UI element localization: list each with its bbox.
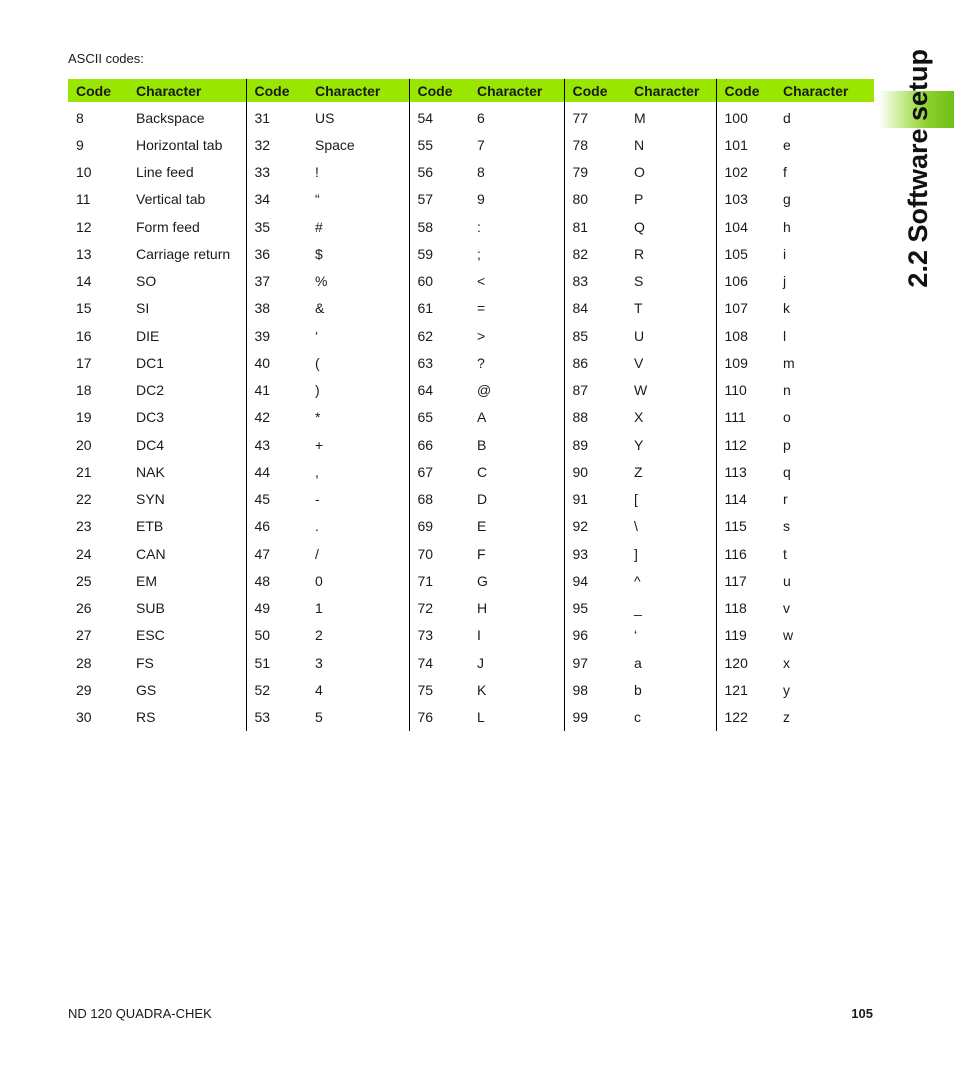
- code-cell: 22: [76, 491, 92, 508]
- table-row: [68, 486, 874, 513]
- code-cell: 93: [564, 540, 626, 567]
- footer-title: ND 120 QUADRA-CHEK: [68, 1006, 212, 1021]
- code-cell: 89: [564, 431, 626, 458]
- table-header-row: [68, 79, 874, 102]
- code-cell: 28: [76, 654, 92, 671]
- code-cell: 119: [716, 622, 775, 649]
- character-cell: U: [634, 327, 645, 344]
- character-cell: 5: [315, 709, 323, 726]
- character-cell: z: [783, 709, 790, 726]
- table-row: [68, 676, 874, 703]
- code-cell: 118: [716, 595, 775, 622]
- code-cell: 78: [564, 131, 626, 158]
- table-row: [68, 159, 874, 186]
- header-code: Code: [409, 79, 469, 102]
- code-cell: 58: [409, 213, 469, 240]
- character-cell: DC1: [136, 354, 165, 371]
- header-character: Character: [775, 79, 874, 102]
- character-cell: M: [634, 109, 646, 126]
- character-cell: p: [783, 436, 791, 453]
- character-cell: ‘: [634, 627, 638, 644]
- code-cell: 42: [246, 404, 307, 431]
- table-row: [68, 540, 874, 567]
- table-row: [68, 186, 874, 213]
- character-cell: ^: [634, 572, 641, 589]
- code-cell: 120: [716, 649, 775, 676]
- character-cell: >: [477, 327, 486, 344]
- code-cell: 80: [564, 186, 626, 213]
- table-row: [68, 404, 874, 431]
- character-cell: GS: [136, 681, 157, 698]
- code-cell: 76: [409, 704, 469, 731]
- character-cell: +: [315, 436, 324, 453]
- table-row: [68, 377, 874, 404]
- character-cell: %: [315, 273, 328, 290]
- section-title-text: 2.2 Software setup: [902, 48, 933, 288]
- code-cell: 77: [564, 102, 626, 131]
- header-code: Code: [68, 79, 128, 102]
- code-cell: 115: [716, 513, 775, 540]
- character-cell: n: [783, 382, 791, 399]
- character-cell: q: [783, 463, 791, 480]
- code-cell: 48: [246, 567, 307, 594]
- code-cell: 33: [246, 159, 307, 186]
- character-cell: RS: [136, 709, 156, 726]
- table-row: [68, 567, 874, 594]
- character-cell: Form feed: [136, 218, 200, 235]
- code-cell: 79: [564, 159, 626, 186]
- character-cell: (: [315, 354, 320, 371]
- code-cell: 41: [246, 377, 307, 404]
- table-row: [68, 649, 874, 676]
- character-cell: f: [783, 164, 787, 181]
- code-cell: 98: [564, 676, 626, 703]
- character-cell: h: [783, 218, 791, 235]
- code-cell: 12: [76, 218, 92, 235]
- table-row: [68, 431, 874, 458]
- table-row: [68, 295, 874, 322]
- character-cell: :: [477, 218, 481, 235]
- code-cell: 31: [246, 102, 307, 131]
- code-cell: 62: [409, 322, 469, 349]
- code-cell: 50: [246, 622, 307, 649]
- character-cell: d: [783, 109, 791, 126]
- character-cell: SUB: [136, 600, 165, 617]
- code-cell: 26: [76, 600, 92, 617]
- code-cell: 121: [716, 676, 775, 703]
- character-cell: DC3: [136, 409, 165, 426]
- character-cell: O: [634, 164, 645, 181]
- header-code: Code: [246, 79, 307, 102]
- character-cell: DC4: [136, 436, 165, 453]
- character-cell: S: [634, 273, 644, 290]
- character-cell: 0: [315, 572, 323, 589]
- character-cell: A: [477, 409, 487, 426]
- code-cell: 92: [564, 513, 626, 540]
- character-cell: ;: [477, 245, 481, 262]
- character-cell: Line feed: [136, 164, 194, 181]
- table-body: [68, 102, 874, 731]
- code-cell: 94: [564, 567, 626, 594]
- header-character: Character: [307, 79, 409, 102]
- character-cell: 6: [477, 109, 485, 126]
- character-cell: H: [477, 600, 488, 617]
- character-cell: W: [634, 382, 648, 399]
- character-cell: u: [783, 572, 791, 589]
- table-row: [68, 458, 874, 485]
- character-cell: i: [783, 245, 787, 262]
- code-cell: 15: [76, 300, 92, 317]
- code-cell: 14: [76, 273, 92, 290]
- code-cell: 114: [716, 486, 775, 513]
- character-cell: @: [477, 382, 492, 399]
- character-cell: CAN: [136, 545, 166, 562]
- character-cell: c: [634, 709, 641, 726]
- code-cell: 59: [409, 240, 469, 267]
- character-cell: Horizontal tab: [136, 136, 223, 153]
- character-cell: k: [783, 300, 790, 317]
- code-cell: 51: [246, 649, 307, 676]
- code-cell: 113: [716, 458, 775, 485]
- character-cell: !: [315, 164, 319, 181]
- character-cell: j: [783, 273, 787, 290]
- table-row: [68, 322, 874, 349]
- code-cell: 10: [76, 164, 92, 181]
- code-cell: 86: [564, 349, 626, 376]
- character-cell: -: [315, 491, 320, 508]
- character-cell: DC2: [136, 382, 165, 399]
- character-cell: N: [634, 136, 645, 153]
- table-row: [68, 704, 874, 731]
- code-cell: 54: [409, 102, 469, 131]
- character-cell: G: [477, 572, 488, 589]
- code-cell: 23: [76, 518, 92, 535]
- code-cell: 38: [246, 295, 307, 322]
- code-cell: 85: [564, 322, 626, 349]
- code-cell: 61: [409, 295, 469, 322]
- character-cell: .: [315, 518, 319, 535]
- code-cell: 24: [76, 545, 92, 562]
- character-cell: y: [783, 681, 790, 698]
- character-cell: m: [783, 354, 795, 371]
- table-row: [68, 102, 874, 131]
- code-cell: 66: [409, 431, 469, 458]
- code-cell: 104: [716, 213, 775, 240]
- character-cell: “: [315, 191, 320, 208]
- character-cell: [: [634, 491, 638, 508]
- code-cell: 36: [246, 240, 307, 267]
- character-cell: s: [783, 518, 790, 535]
- character-cell: l: [783, 327, 787, 344]
- code-cell: 21: [76, 463, 92, 480]
- table-row: [68, 131, 874, 158]
- code-cell: 71: [409, 567, 469, 594]
- code-cell: 105: [716, 240, 775, 267]
- code-cell: 63: [409, 349, 469, 376]
- code-cell: 84: [564, 295, 626, 322]
- code-cell: 107: [716, 295, 775, 322]
- code-cell: 87: [564, 377, 626, 404]
- character-cell: #: [315, 218, 323, 235]
- code-cell: 40: [246, 349, 307, 376]
- code-cell: 64: [409, 377, 469, 404]
- character-cell: US: [315, 109, 335, 126]
- code-cell: 72: [409, 595, 469, 622]
- character-cell: ): [315, 382, 320, 399]
- code-cell: 109: [716, 349, 775, 376]
- character-cell: =: [477, 300, 486, 317]
- character-cell: 1: [315, 600, 323, 617]
- table-row: [68, 622, 874, 649]
- code-cell: 101: [716, 131, 775, 158]
- code-cell: 82: [564, 240, 626, 267]
- character-cell: SYN: [136, 491, 165, 508]
- character-cell: Space: [315, 136, 355, 153]
- section-title: [888, 48, 948, 288]
- code-cell: 43: [246, 431, 307, 458]
- code-cell: 90: [564, 458, 626, 485]
- character-cell: x: [783, 654, 790, 671]
- character-cell: \: [634, 518, 638, 535]
- character-cell: $: [315, 245, 323, 262]
- character-cell: o: [783, 409, 791, 426]
- code-cell: 70: [409, 540, 469, 567]
- header-character: Character: [626, 79, 716, 102]
- character-cell: 3: [315, 654, 323, 671]
- character-cell: X: [634, 409, 644, 426]
- character-cell: _: [634, 600, 642, 617]
- character-cell: C: [477, 463, 488, 480]
- code-cell: 99: [564, 704, 626, 731]
- code-cell: 29: [76, 681, 92, 698]
- code-cell: 47: [246, 540, 307, 567]
- character-cell: b: [634, 681, 642, 698]
- code-cell: 55: [409, 131, 469, 158]
- code-cell: 19: [76, 409, 92, 426]
- header-code: Code: [716, 79, 775, 102]
- character-cell: <: [477, 273, 486, 290]
- code-cell: 8: [76, 109, 84, 126]
- code-cell: 46: [246, 513, 307, 540]
- character-cell: J: [477, 654, 484, 671]
- character-cell: SI: [136, 300, 150, 317]
- character-cell: Y: [634, 436, 644, 453]
- code-cell: 68: [409, 486, 469, 513]
- character-cell: Z: [634, 463, 643, 480]
- character-cell: L: [477, 709, 485, 726]
- code-cell: 102: [716, 159, 775, 186]
- code-cell: 100: [716, 102, 775, 131]
- character-cell: V: [634, 354, 644, 371]
- character-cell: 8: [477, 164, 485, 181]
- character-cell: 7: [477, 136, 485, 153]
- table-row: [68, 513, 874, 540]
- header-character: Character: [128, 79, 246, 102]
- code-cell: 11: [76, 191, 91, 208]
- code-cell: 37: [246, 268, 307, 295]
- character-cell: EM: [136, 572, 157, 589]
- table-row: [68, 213, 874, 240]
- code-cell: 73: [409, 622, 469, 649]
- code-cell: 17: [76, 354, 92, 371]
- character-cell: D: [477, 491, 488, 508]
- code-cell: 30: [76, 709, 92, 726]
- code-cell: 9: [76, 136, 84, 153]
- character-cell: g: [783, 191, 791, 208]
- table-row: [68, 240, 874, 267]
- code-cell: 108: [716, 322, 775, 349]
- code-cell: 57: [409, 186, 469, 213]
- code-cell: 39: [246, 322, 307, 349]
- character-cell: P: [634, 191, 644, 208]
- code-cell: 81: [564, 213, 626, 240]
- character-cell: Vertical tab: [136, 191, 206, 208]
- code-cell: 83: [564, 268, 626, 295]
- character-cell: a: [634, 654, 642, 671]
- character-cell: R: [634, 245, 645, 262]
- character-cell: Backspace: [136, 109, 205, 126]
- table-row: [68, 595, 874, 622]
- character-cell: &: [315, 300, 325, 317]
- code-cell: 34: [246, 186, 307, 213]
- code-cell: 111: [716, 404, 775, 431]
- code-cell: 67: [409, 458, 469, 485]
- character-cell: B: [477, 436, 487, 453]
- code-cell: 60: [409, 268, 469, 295]
- table-row: [68, 349, 874, 376]
- character-cell: SO: [136, 273, 157, 290]
- character-cell: *: [315, 409, 321, 426]
- code-cell: 65: [409, 404, 469, 431]
- header-code: Code: [564, 79, 626, 102]
- code-cell: 112: [716, 431, 775, 458]
- intro-text: ASCII codes:: [68, 51, 144, 66]
- character-cell: ,: [315, 463, 319, 480]
- character-cell: ‘: [315, 327, 319, 344]
- code-cell: 25: [76, 572, 92, 589]
- character-cell: ]: [634, 545, 638, 562]
- header-character: Character: [469, 79, 564, 102]
- character-cell: F: [477, 545, 486, 562]
- character-cell: FS: [136, 654, 154, 671]
- character-cell: I: [477, 627, 481, 644]
- character-cell: Q: [634, 218, 645, 235]
- character-cell: Carriage return: [136, 245, 231, 262]
- character-cell: NAK: [136, 463, 165, 480]
- character-cell: 2: [315, 627, 323, 644]
- code-cell: 106: [716, 268, 775, 295]
- code-cell: 75: [409, 676, 469, 703]
- code-cell: 52: [246, 676, 307, 703]
- code-cell: 56: [409, 159, 469, 186]
- code-cell: 96: [564, 622, 626, 649]
- character-cell: ETB: [136, 518, 164, 535]
- character-cell: w: [783, 627, 794, 644]
- code-cell: 13: [76, 245, 92, 262]
- character-cell: ?: [477, 354, 485, 371]
- character-cell: v: [783, 600, 790, 617]
- table-row: [68, 268, 874, 295]
- character-cell: /: [315, 545, 319, 562]
- character-cell: 4: [315, 681, 323, 698]
- code-cell: 35: [246, 213, 307, 240]
- code-cell: 74: [409, 649, 469, 676]
- code-cell: 88: [564, 404, 626, 431]
- character-cell: K: [477, 681, 487, 698]
- character-cell: t: [783, 545, 787, 562]
- character-cell: e: [783, 136, 791, 153]
- code-cell: 18: [76, 382, 92, 399]
- code-cell: 44: [246, 458, 307, 485]
- code-cell: 95: [564, 595, 626, 622]
- code-cell: 122: [716, 704, 775, 731]
- code-cell: 110: [716, 377, 775, 404]
- character-cell: E: [477, 518, 487, 535]
- code-cell: 32: [246, 131, 307, 158]
- character-cell: r: [783, 491, 788, 508]
- code-cell: 20: [76, 436, 92, 453]
- code-cell: 103: [716, 186, 775, 213]
- code-cell: 16: [76, 327, 92, 344]
- code-cell: 116: [716, 540, 775, 567]
- code-cell: 27: [76, 627, 92, 644]
- code-cell: 117: [716, 567, 775, 594]
- ascii-table: [68, 79, 874, 731]
- code-cell: 49: [246, 595, 307, 622]
- page-number: 105: [851, 1006, 873, 1021]
- code-cell: 97: [564, 649, 626, 676]
- character-cell: 9: [477, 191, 485, 208]
- code-cell: 45: [246, 486, 307, 513]
- character-cell: ESC: [136, 627, 165, 644]
- character-cell: T: [634, 300, 643, 317]
- code-cell: 91: [564, 486, 626, 513]
- code-cell: 69: [409, 513, 469, 540]
- character-cell: DIE: [136, 327, 160, 344]
- code-cell: 53: [246, 704, 307, 731]
